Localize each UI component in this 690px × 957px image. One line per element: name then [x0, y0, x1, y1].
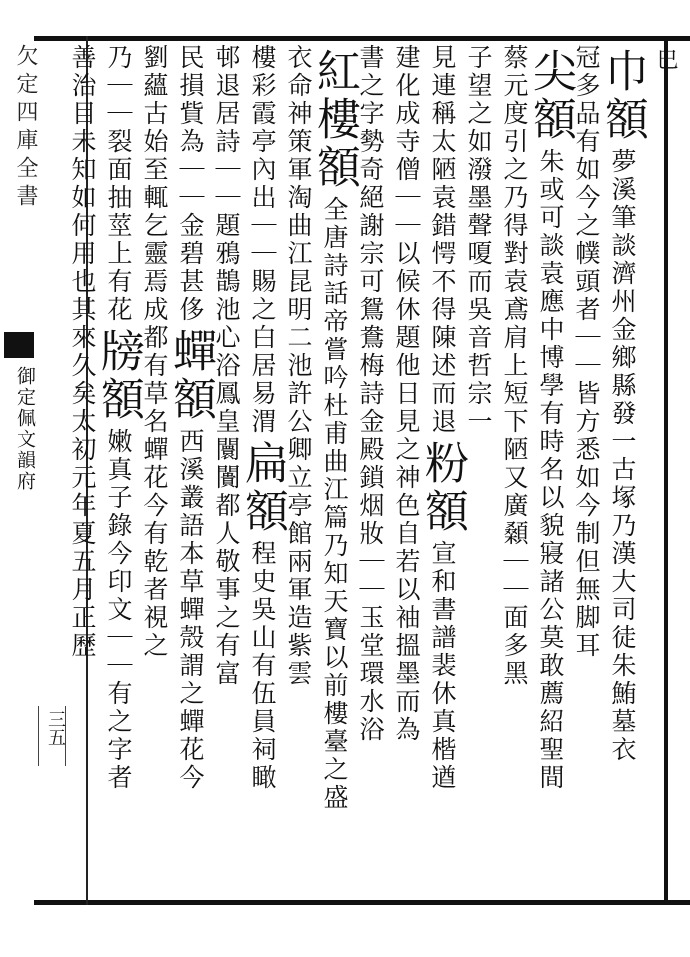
entry-heading: 牓額	[93, 328, 144, 424]
column-text: 命神策軍淘曲江昆明二池許公卿立亭館兩軍造紫雲	[284, 72, 313, 688]
text-column	[93, 44, 144, 792]
column-text: 嫩真子錄今印文｜｜有之字者	[104, 428, 133, 792]
column-text: 全唐詩話帝嘗吟杜甫曲江篇乃知天寶以前樓臺之盛	[320, 196, 349, 812]
text-column	[496, 44, 532, 688]
entry-heading: 粉額	[417, 440, 468, 536]
column-text: 夢溪筆談濟州金鄉縣發一古塚乃漢大司徒朱鮪墓衣	[608, 148, 637, 764]
fishtail-mark	[4, 332, 34, 358]
entry-heading: 尖額	[525, 48, 576, 144]
text-column	[388, 44, 424, 744]
column-text: 成都有草名蟬花今有乾者視之	[140, 296, 169, 660]
text-column	[309, 44, 360, 812]
text-column	[280, 44, 316, 688]
column-text: 西溪叢語本草蟬殼謂之蟬花今	[176, 428, 205, 792]
column-text: 衣	[284, 44, 313, 72]
column-text: 善治目未知如何用也	[68, 44, 97, 296]
side-margin	[4, 44, 36, 900]
column-text: 蔡元度引之乃得對袁鳶肩上短下陋又廣顙｜｜面多黑	[500, 44, 529, 688]
column-text: 朱或可談袁應中博學有時名以貌寢諸公莫敢薦紹聖間	[536, 148, 565, 792]
text-column	[597, 44, 648, 764]
text-column	[165, 44, 216, 792]
right-border-rule	[664, 36, 668, 905]
text-column	[64, 44, 100, 660]
column-text: 見連稱太陋袁錯愕不得陳述而退	[428, 44, 457, 436]
column-text: 程史吳山有伍員祠瞰	[248, 540, 277, 792]
book-title: 御定佩文韻府	[14, 366, 36, 492]
chapter-marker: 巳	[653, 48, 678, 70]
column-text: 乃｜｜裂面抽莖上有花	[104, 44, 133, 324]
column-text: 宣和書譜裴休真楷遒	[428, 540, 457, 792]
top-border-rule	[34, 36, 690, 41]
text-column	[237, 44, 288, 792]
text-column	[460, 44, 496, 436]
column-text: 建化成寺僧｜｜以候休題他日見之神色自若以袖搵墨而為	[392, 44, 421, 744]
column-text: 其來久矣太初元年夏五月正歷	[68, 296, 97, 660]
column-text: 邨退居詩｜｜題鴉鵲池心浴鳳皇	[212, 44, 241, 436]
entry-heading: 蟬額	[165, 328, 216, 424]
side-fragment-text: 欠定四庫全書	[13, 44, 38, 212]
page-number: 三五	[45, 710, 66, 746]
column-text: 子望之如潑墨聲嗄而吳音哲宗一	[464, 44, 493, 436]
column-text: 書之字勢奇絕謝宗可鴛鴦梅詩金殿鎖烟妝｜｜玉堂環水浴	[356, 44, 385, 744]
column-text: 闤闠都人敬事之有富	[212, 436, 241, 688]
text-column	[525, 44, 576, 792]
column-text: 劉蘊古始至輒乞靈焉	[140, 44, 169, 296]
page-number-box	[38, 706, 66, 766]
text-column	[417, 44, 468, 792]
entry-heading: 紅樓額	[309, 48, 360, 192]
column-text: 樓彩霞亭內出｜｜賜之白居易渭	[248, 44, 277, 436]
column-text: 冠多品有如今之幞頭者｜｜皆方悉如今制但無脚耳	[572, 44, 601, 660]
entry-heading: 巾額	[597, 48, 648, 144]
entry-heading: 扁額	[237, 440, 288, 536]
bottom-border-rule	[34, 900, 690, 905]
column-text: 民損貲為｜｜金碧甚侈	[176, 44, 205, 324]
